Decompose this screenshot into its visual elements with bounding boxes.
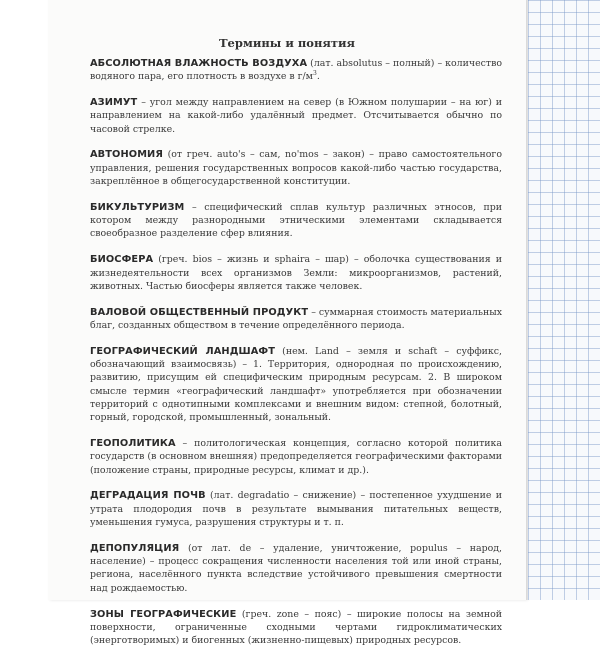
term-entry (90, 57, 502, 84)
superscript: 3 (312, 70, 317, 78)
term-definition: – политологическая концепция, согласно которой политика государств (в основном внешняя) предопределяется географическими факторами (положение страны, природные ресурсы, климат и др.). (90, 438, 502, 476)
term-definition: – угол между направлением на север (в Южном полушарии – на юг) и направлением на какой-либо удалённый предмет. Отсчитывается обычно по часовой стрелке. (90, 97, 502, 135)
term-definition: (греч. bios – жизнь и sphaira – шар) – оболочка существования и жизнедеятельности всех организмов Земли: микроорганизмов, растений, животных. Частью биосферы является также человек. (90, 254, 502, 292)
term-definition: (от лат. de – удаление, уничтожение, populus – народ, население) – процесс сокращения численности населения той или иной страны, региона, населённого пункта вследствие устойчивого превышения смертности над рождаемостью. (90, 542, 502, 594)
term-name: ДЕПОПУЛЯЦИЯ (90, 542, 180, 554)
term-name: ВАЛОВОЙ ОБЩЕСТВЕННЫЙ ПРОДУКТ (90, 306, 309, 318)
term-name: АВТОНОМИЯ (90, 149, 163, 161)
term-entry (90, 96, 502, 136)
term-entry (90, 608, 502, 648)
term-name: ЗОНЫ ГЕОГРАФИЧЕСКИЕ (90, 608, 237, 620)
term-entry (90, 253, 502, 293)
terms-list (90, 57, 502, 660)
term-entry (90, 148, 502, 188)
term-name: БИКУЛЬТУРИЗМ (90, 201, 185, 213)
term-name: АЗИМУТ (90, 97, 138, 109)
term-definition: – специфический сплав культур различных этносов, при котором между разнородными этническими элементами складывается своеобразное разделение сфер влияния. (90, 201, 502, 240)
term-definition: (от греч. auto's – сам, no'mos – закон) – право самостоятельного управления, решения государственных вопросов какой-либо частью государства, закреплённое в общегосударственной конституции. (90, 149, 502, 188)
term-entry (90, 201, 502, 241)
term-entry (90, 489, 502, 529)
term-name: БИОСФЕРА (90, 254, 154, 266)
term-definition: (лат. degradatio – снижение) – постепенное ухудшение и утрата плодородия почв в результате вымывания питательных веществ, уменьшения гумуса, разрушения структуры и т. п. (90, 490, 503, 529)
term-definition: (нем. Land – земля и schaft – суффикс, обозначающий взаимосвязь) – 1. Территория, однородная по происхождению, развитию, присущим ей специфическим природным ресурсам. 2. В широком смысле термин «географический ландшафт» употребляется при обозначении территорий с однотипными комплексами и внешним видом: степной, болотный, горный, городской, промышленный, зональный. (90, 345, 503, 424)
term-name: ГЕОГРАФИЧЕСКИЙ ЛАНДШАФТ (90, 345, 276, 357)
term-entry (90, 345, 502, 425)
grid-notebook-strip (528, 0, 600, 600)
term-definition: (лат. absolutus – полный) – количество водяного пара, его плотность в воздухе в г/м (90, 58, 502, 83)
page-title: Термины и понятия (218, 36, 356, 50)
term-entry (90, 437, 502, 477)
term-definition: – суммарная стоимость материальных благ, созданных обществом в течение определённого периода. (90, 306, 502, 331)
term-entry (90, 542, 502, 595)
term-name: ГЕОПОЛИТИКА (90, 438, 176, 450)
term-definition-tail: . (316, 71, 320, 83)
term-name: ДЕГРАДАЦИЯ ПОЧВ (90, 490, 206, 502)
term-name: АБСОЛЮТНАЯ ВЛАЖНОСТЬ ВОЗДУХА (90, 58, 308, 69)
term-definition: (греч. zone – пояс) – широкие полосы на земной поверхности, ограниченные сходными чертами гидроклиматических (энерготворимых) и биогенных (жизненно-пищевых) природных ресурсов. (90, 608, 502, 647)
term-entry (90, 306, 502, 333)
